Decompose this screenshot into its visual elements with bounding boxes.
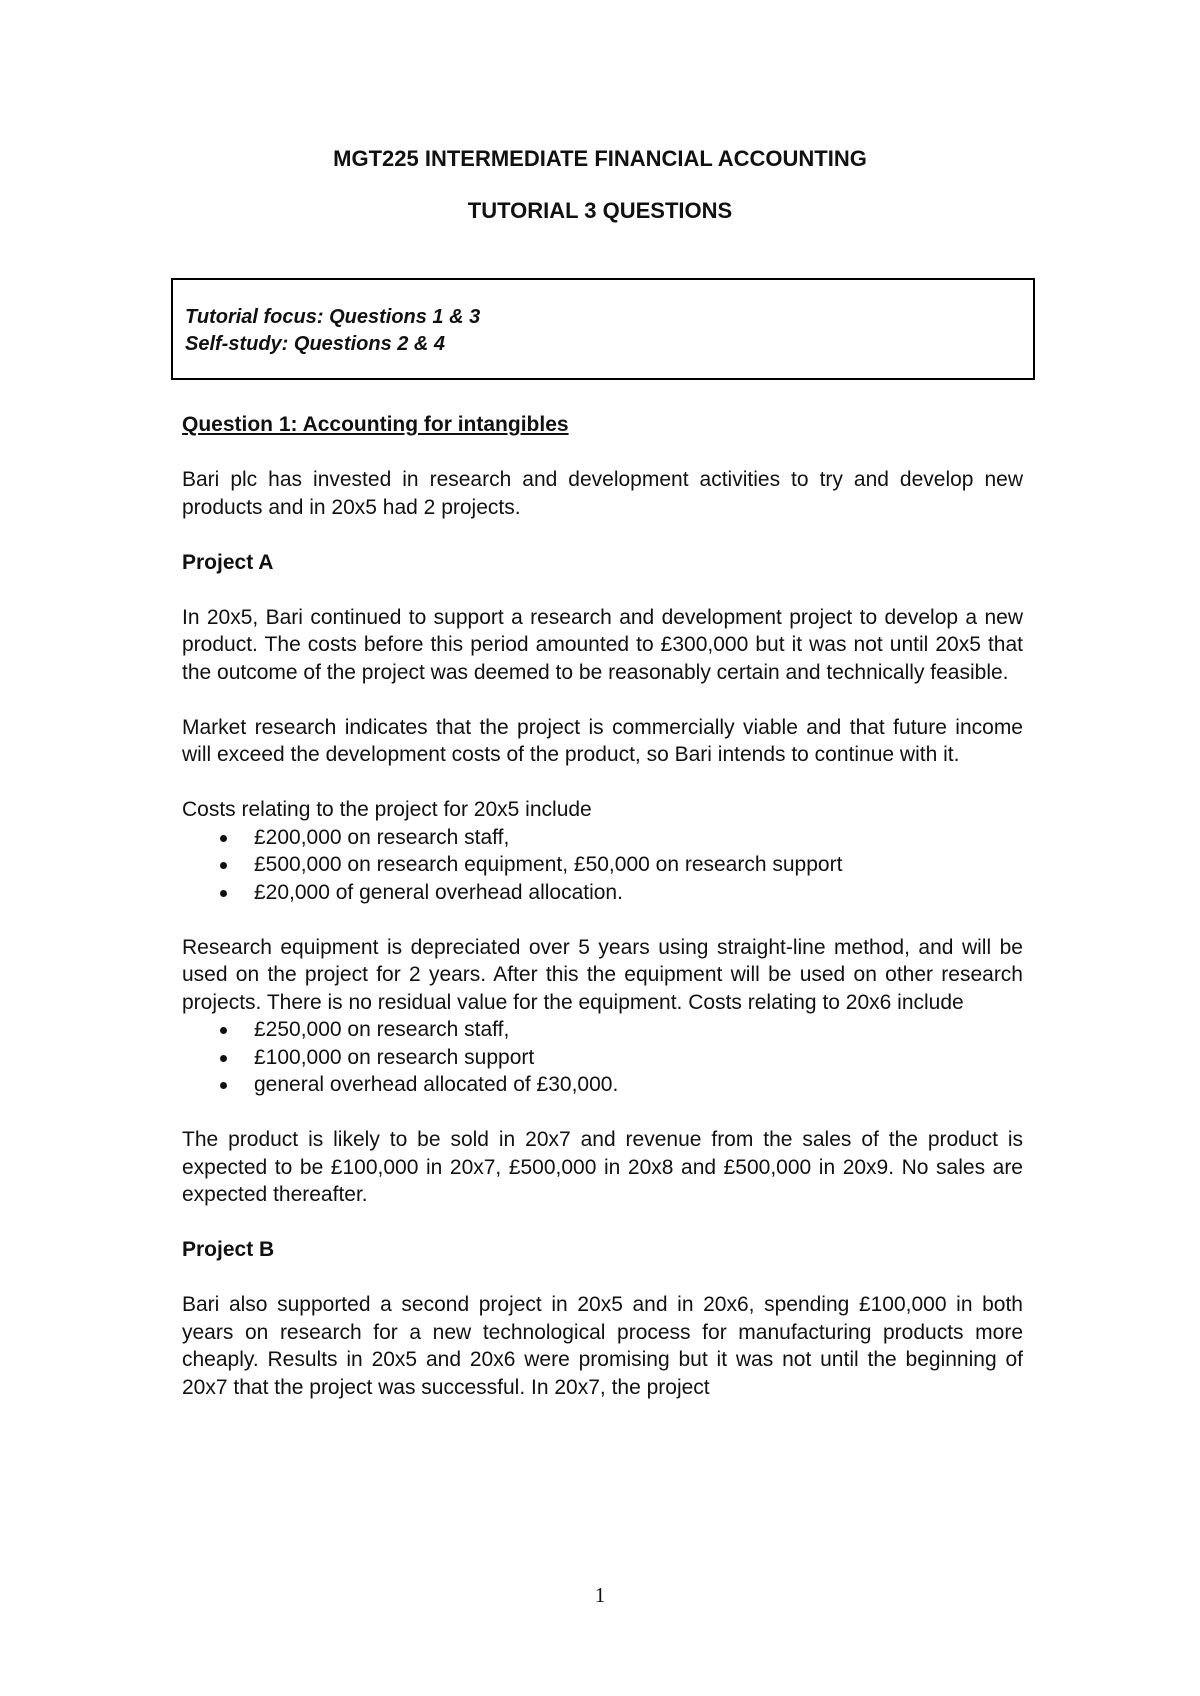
project-b-heading: Project B	[182, 1238, 275, 1261]
list-item: general overhead allocated of £30,000.	[182, 1071, 1023, 1099]
list-item: £20,000 of general overhead allocation.	[182, 879, 1023, 907]
course-title: MGT225 INTERMEDIATE FINANCIAL ACCOUNTING	[333, 146, 867, 171]
question-1-heading: Question 1: Accounting for intangibles	[182, 413, 569, 436]
tutorial-title: TUTORIAL 3 QUESTIONS	[467, 198, 733, 223]
tutorial-focus-box	[171, 278, 1035, 380]
list-item: £250,000 on research staff,	[182, 1016, 1023, 1044]
list-item: £100,000 on research support	[182, 1044, 1023, 1072]
project-a-paragraph-1: In 20x5, Bari continued to support a research and development project to develop a new product. The costs before this period amounted to £300,000 but it was not until 20x5 that the outcome of the project was deemed to be reasonably certain and technically feasible.	[182, 605, 1023, 684]
project-a-paragraph-4: The product is likely to be sold in 20x7 and revenue from the sales of the product is expected to be £100,000 in 20x7, £500,000 in 20x8 and £500,000 in 20x9. No sales are expected thereafter.	[182, 1128, 1023, 1206]
project-a-paragraph-3: Research equipment is depreciated over 5 years using straight-line method, and will be used on the project for 2 years. After this the equipment will be used on other research projects. There is no residual value for the equipment. Costs relating to 20x6 include	[182, 935, 1023, 1014]
list-item: £200,000 on research staff,	[182, 824, 1023, 852]
list-item: £500,000 on research equipment, £50,000 on research support	[182, 851, 1023, 879]
question-1-intro: Bari plc has invested in research and development activities to try and develop new products and in 20x5 had 2 projects.	[182, 468, 1023, 519]
question-content	[182, 411, 1023, 1429]
project-a-costs-intro: Costs relating to the project for 20x5 include	[182, 798, 592, 821]
page-number: 1	[594, 1583, 606, 1607]
costs-20x5-list	[182, 824, 1023, 907]
tutorial-focus-line: Tutorial focus: Questions 1 & 3	[185, 306, 481, 328]
project-b-paragraph-1: Bari also supported a second project in 20x5 and in 20x6, spending £100,000 in both years on research for a new technological process for manufacturing products more cheaply. Results in 20x5 and 20x6 were promising but it was not until the beginning of 20x7 that the project was successful. In 20x7, the project	[182, 1293, 1023, 1399]
project-a-heading: Project A	[182, 550, 274, 574]
costs-20x6-list	[182, 1016, 1023, 1099]
project-a-paragraph-2: Market research indicates that the project is commercially viable and that future income will exceed the development costs of the product, so Bari intends to continue with it.	[182, 715, 1023, 766]
self-study-line: Self-study: Questions 2 & 4	[185, 333, 446, 355]
